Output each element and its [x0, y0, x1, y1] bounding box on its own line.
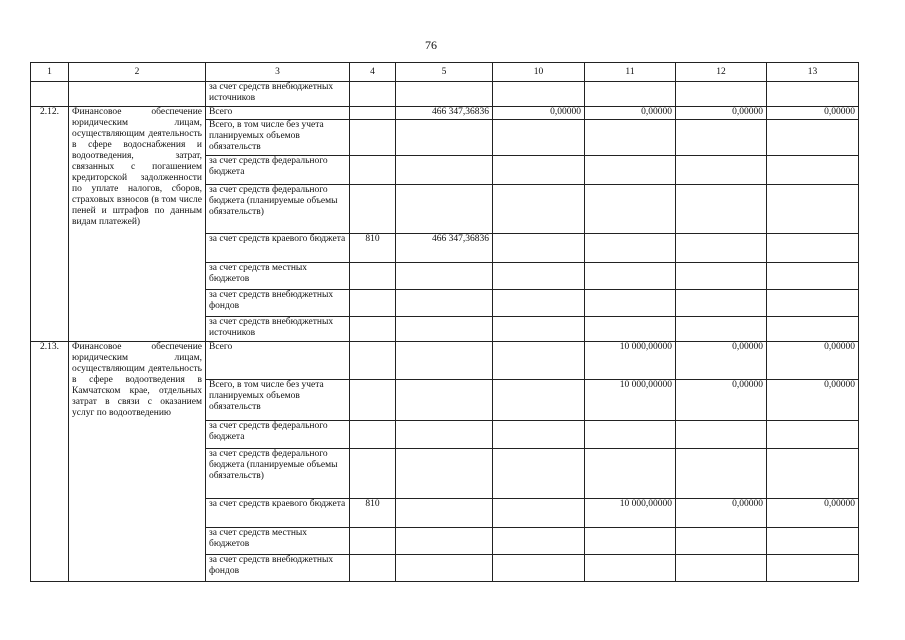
sections: [31, 107, 859, 582]
funding-source: за счет средств краевого бюджета: [206, 234, 350, 263]
value-col13: [767, 263, 859, 290]
column-number: 1: [31, 63, 69, 82]
code-cell: [350, 185, 396, 234]
funding-source: Всего: [206, 107, 350, 120]
value-col13: [767, 234, 859, 263]
value-col13: [767, 317, 859, 342]
value-col13: [767, 120, 859, 156]
value-col10: [493, 342, 585, 380]
value-col10: [493, 555, 585, 582]
value-col11: 10 000,00000: [585, 380, 676, 421]
funding-source: за счет средств краевого бюджета: [206, 499, 350, 528]
value-col5: [396, 263, 493, 290]
value-col12: [676, 185, 767, 234]
value-col13: [767, 421, 859, 449]
value-col13: [767, 290, 859, 317]
funding-source: Всего, в том числе без учета планируемых объемов обязательств: [206, 380, 350, 421]
value-col12: [676, 290, 767, 317]
value-col11: [585, 421, 676, 449]
column-number: 13: [767, 63, 859, 82]
value-col10: [493, 528, 585, 555]
value-col12: [676, 156, 767, 185]
funding-source: за счет средств местных бюджетов: [206, 263, 350, 290]
code-cell: [350, 120, 396, 156]
table-row: [31, 342, 859, 380]
funding-source: за счет средств федерального бюджета (планируемые объемы обязательств): [206, 185, 350, 234]
value-col5: [396, 499, 493, 528]
value-col5: [396, 156, 493, 185]
funding-source: за счет средств внебюджетных фондов: [206, 290, 350, 317]
value-col5: 466 347,36836: [396, 234, 493, 263]
value-col11: [585, 185, 676, 234]
column-number: 11: [585, 63, 676, 82]
funding-source: Всего, в том числе без учета планируемых объемов обязательств: [206, 120, 350, 156]
value-col13: [767, 449, 859, 499]
code-cell: [350, 421, 396, 449]
value-col12: [676, 555, 767, 582]
value-col5: 466 347,36836: [396, 107, 493, 120]
value-col10: [493, 290, 585, 317]
value-col13: [767, 555, 859, 582]
value-col5: [396, 449, 493, 499]
funding-source: за счет средств федерального бюджета: [206, 421, 350, 449]
value-col12: [676, 263, 767, 290]
section-description: Финансовое обеспечение юридическим лицам, осуществляющим деятельность в сфере водоснабжения и водоотведения, затрат, связанных с погашением кредиторской задолженности по уплате налогов, сборов, страховых взносов (в том числе пеней и штрафов по данным видам платежей): [69, 107, 206, 342]
value-col11: 10 000,00000: [585, 499, 676, 528]
value-col11: [585, 528, 676, 555]
value-col10: [493, 234, 585, 263]
section-number: 2.13.: [31, 342, 69, 582]
page-number: 76: [425, 38, 437, 52]
value-col11: [585, 317, 676, 342]
code-cell: [350, 290, 396, 317]
value-col5: [396, 528, 493, 555]
code-cell: [350, 156, 396, 185]
value-col11: 10 000,00000: [585, 342, 676, 380]
column-number: 10: [493, 63, 585, 82]
value-col10: [493, 499, 585, 528]
value-col13: 0,00000: [767, 107, 859, 120]
value-col5: [396, 290, 493, 317]
value-col5: [396, 555, 493, 582]
value-col11: [585, 449, 676, 499]
table-row: [31, 82, 859, 107]
table-row: [31, 107, 859, 120]
section-number: 2.12.: [31, 107, 69, 342]
value-col10: [493, 449, 585, 499]
value-col11: [585, 555, 676, 582]
value-col10: [493, 120, 585, 156]
value-col5: [396, 120, 493, 156]
value-col11: [585, 263, 676, 290]
funding-source: за счет средств внебюджетных источников: [206, 82, 350, 107]
funding-source: Всего: [206, 342, 350, 380]
column-number: 2: [69, 63, 206, 82]
code-cell: 810: [350, 499, 396, 528]
value-col12: [676, 317, 767, 342]
value-col10: [493, 317, 585, 342]
code-cell: [350, 555, 396, 582]
value-col5: [396, 342, 493, 380]
value-col5: [396, 317, 493, 342]
budget-table: [30, 62, 859, 582]
value-col5: [396, 185, 493, 234]
value-col12: 0,00000: [676, 380, 767, 421]
value-col10: [493, 380, 585, 421]
value-col12: [676, 421, 767, 449]
funding-source: за счет средств федерального бюджета (планируемые объемы обязательств): [206, 449, 350, 499]
value-col12: [676, 120, 767, 156]
code-cell: [350, 263, 396, 290]
value-col13: [767, 185, 859, 234]
value-col11: [585, 156, 676, 185]
value-col10: [493, 156, 585, 185]
code-cell: [350, 380, 396, 421]
value-col10: [493, 185, 585, 234]
value-col12: 0,00000: [676, 342, 767, 380]
value-col13: 0,00000: [767, 499, 859, 528]
value-col10: [493, 263, 585, 290]
value-col11: [585, 120, 676, 156]
value-col10: [493, 421, 585, 449]
funding-source: за счет средств местных бюджетов: [206, 528, 350, 555]
value-col13: 0,00000: [767, 342, 859, 380]
value-col12: 0,00000: [676, 107, 767, 120]
funding-source: за счет средств федерального бюджета: [206, 156, 350, 185]
funding-source: за счет средств внебюджетных фондов: [206, 555, 350, 582]
column-number: 5: [396, 63, 493, 82]
code-cell: [350, 317, 396, 342]
section-description: Финансовое обеспечение юридическим лицам, осуществляющим деятельность в сфере водоотведения в Камчатском крае, отдельных затрат в связи с оказанием услуг по водоотведению: [69, 342, 206, 582]
code-cell: [350, 342, 396, 380]
value-col12: 0,00000: [676, 499, 767, 528]
code-cell: 810: [350, 234, 396, 263]
value-col5: [396, 421, 493, 449]
column-number: 4: [350, 63, 396, 82]
value-col13: [767, 156, 859, 185]
code-cell: [350, 449, 396, 499]
value-col13: 0,00000: [767, 380, 859, 421]
column-number: 3: [206, 63, 350, 82]
funding-source: за счет средств внебюджетных источников: [206, 317, 350, 342]
value-col12: [676, 234, 767, 263]
value-col11: [585, 290, 676, 317]
code-cell: [350, 528, 396, 555]
column-number: 12: [676, 63, 767, 82]
value-col5: [396, 380, 493, 421]
value-col10: 0,00000: [493, 107, 585, 120]
column-number-row: [31, 63, 859, 82]
value-col13: [767, 528, 859, 555]
code-cell: [350, 107, 396, 120]
value-col11: [585, 234, 676, 263]
value-col12: [676, 449, 767, 499]
value-col11: 0,00000: [585, 107, 676, 120]
value-col12: [676, 528, 767, 555]
